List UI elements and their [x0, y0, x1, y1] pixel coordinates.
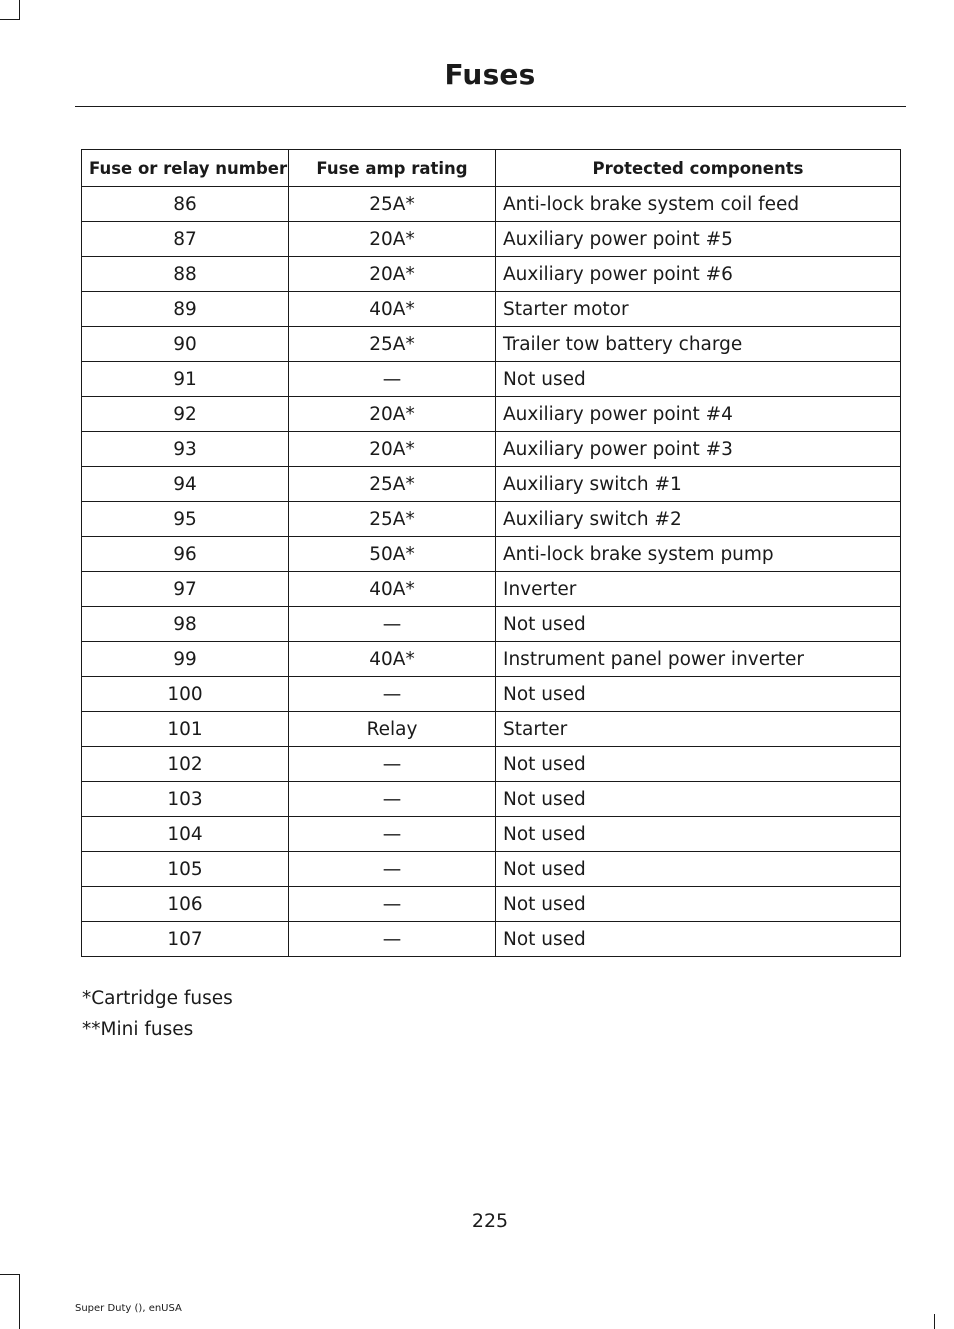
crop-mark — [19, 0, 20, 20]
amp-rating-cell: 20A* — [289, 432, 496, 467]
page-number: 225 — [471, 1210, 509, 1232]
amp-rating-cell: — — [289, 922, 496, 957]
amp-rating-cell: — — [289, 817, 496, 852]
fuse-number-cell: 97 — [82, 572, 289, 607]
fuse-number-cell: 99 — [82, 642, 289, 677]
amp-rating-cell: 40A* — [289, 642, 496, 677]
protected-component-cell: Anti-lock brake system coil feed — [496, 187, 901, 222]
crop-mark — [0, 19, 20, 20]
amp-rating-cell: — — [289, 677, 496, 712]
amp-rating-cell: 40A* — [289, 292, 496, 327]
fuse-number-cell: 86 — [82, 187, 289, 222]
fuse-number-cell: 98 — [82, 607, 289, 642]
protected-component-cell: Not used — [496, 747, 901, 782]
protected-component-cell: Instrument panel power inverter — [496, 642, 901, 677]
table-row — [82, 712, 901, 747]
amp-rating-cell: — — [289, 607, 496, 642]
table-row — [82, 327, 901, 362]
fuse-number-cell: 89 — [82, 292, 289, 327]
protected-component-cell: Not used — [496, 852, 901, 887]
fuse-number-cell: 107 — [82, 922, 289, 957]
fuse-number-cell: 87 — [82, 222, 289, 257]
fuse-number-cell: 90 — [82, 327, 289, 362]
protected-component-cell: Auxiliary switch #2 — [496, 502, 901, 537]
header-amp-rating: Fuse amp rating — [289, 150, 496, 187]
table-row — [82, 187, 901, 222]
protected-component-cell: Not used — [496, 677, 901, 712]
protected-component-cell: Not used — [496, 607, 901, 642]
table-row — [82, 397, 901, 432]
amp-rating-cell: — — [289, 362, 496, 397]
table-row — [82, 362, 901, 397]
footnote-cartridge: *Cartridge fuses — [82, 988, 233, 1009]
fuse-number-cell: 92 — [82, 397, 289, 432]
table-row — [82, 817, 901, 852]
title-divider — [75, 106, 906, 107]
footnote-mini: **Mini fuses — [82, 1019, 194, 1040]
fuse-number-cell: 96 — [82, 537, 289, 572]
table-row — [82, 642, 901, 677]
protected-component-cell: Anti-lock brake system pump — [496, 537, 901, 572]
fuse-number-cell: 103 — [82, 782, 289, 817]
amp-rating-cell: 20A* — [289, 397, 496, 432]
fuse-number-cell: 95 — [82, 502, 289, 537]
table-row — [82, 747, 901, 782]
footer-meta: Super Duty (), enUSA — [75, 1303, 182, 1314]
amp-rating-cell: 40A* — [289, 572, 496, 607]
protected-component-cell: Not used — [496, 887, 901, 922]
table-header-row — [82, 150, 901, 187]
crop-mark — [934, 1314, 935, 1329]
table-row — [82, 502, 901, 537]
fuse-number-cell: 101 — [82, 712, 289, 747]
crop-mark — [0, 1274, 20, 1275]
table-row — [82, 852, 901, 887]
table-row — [82, 222, 901, 257]
table-row — [82, 607, 901, 642]
amp-rating-cell: 50A* — [289, 537, 496, 572]
table-row — [82, 782, 901, 817]
amp-rating-cell: 25A* — [289, 467, 496, 502]
amp-rating-cell: — — [289, 887, 496, 922]
table-row — [82, 922, 901, 957]
header-fuse-number: Fuse or relay number — [82, 150, 289, 187]
table-row — [82, 887, 901, 922]
fuse-table — [81, 149, 901, 957]
fuse-number-cell: 100 — [82, 677, 289, 712]
protected-component-cell: Auxiliary power point #5 — [496, 222, 901, 257]
protected-component-cell: Auxiliary power point #6 — [496, 257, 901, 292]
table-row — [82, 432, 901, 467]
protected-component-cell: Starter — [496, 712, 901, 747]
protected-component-cell: Auxiliary switch #1 — [496, 467, 901, 502]
crop-mark — [19, 1274, 20, 1329]
protected-component-cell: Not used — [496, 362, 901, 397]
protected-component-cell: Inverter — [496, 572, 901, 607]
amp-rating-cell: 25A* — [289, 327, 496, 362]
table-row — [82, 257, 901, 292]
amp-rating-cell: 20A* — [289, 257, 496, 292]
fuse-number-cell: 106 — [82, 887, 289, 922]
header-protected-components: Protected components — [496, 150, 901, 187]
table-row — [82, 292, 901, 327]
table-row — [82, 467, 901, 502]
amp-rating-cell: 25A* — [289, 187, 496, 222]
amp-rating-cell: — — [289, 782, 496, 817]
amp-rating-cell: 20A* — [289, 222, 496, 257]
table-row — [82, 677, 901, 712]
fuse-number-cell: 104 — [82, 817, 289, 852]
protected-component-cell: Auxiliary power point #4 — [496, 397, 901, 432]
fuse-number-cell: 91 — [82, 362, 289, 397]
protected-component-cell: Not used — [496, 782, 901, 817]
protected-component-cell: Not used — [496, 922, 901, 957]
protected-component-cell: Not used — [496, 817, 901, 852]
table-row — [82, 572, 901, 607]
amp-rating-cell: — — [289, 747, 496, 782]
amp-rating-cell: 25A* — [289, 502, 496, 537]
amp-rating-cell: Relay — [289, 712, 496, 747]
amp-rating-cell: — — [289, 852, 496, 887]
table-row — [82, 537, 901, 572]
fuse-number-cell: 93 — [82, 432, 289, 467]
protected-component-cell: Starter motor — [496, 292, 901, 327]
table-body — [82, 187, 901, 957]
protected-component-cell: Trailer tow battery charge — [496, 327, 901, 362]
fuse-number-cell: 105 — [82, 852, 289, 887]
fuse-number-cell: 94 — [82, 467, 289, 502]
fuse-number-cell: 102 — [82, 747, 289, 782]
page-title: Fuses — [444, 58, 536, 91]
protected-component-cell: Auxiliary power point #3 — [496, 432, 901, 467]
fuse-number-cell: 88 — [82, 257, 289, 292]
